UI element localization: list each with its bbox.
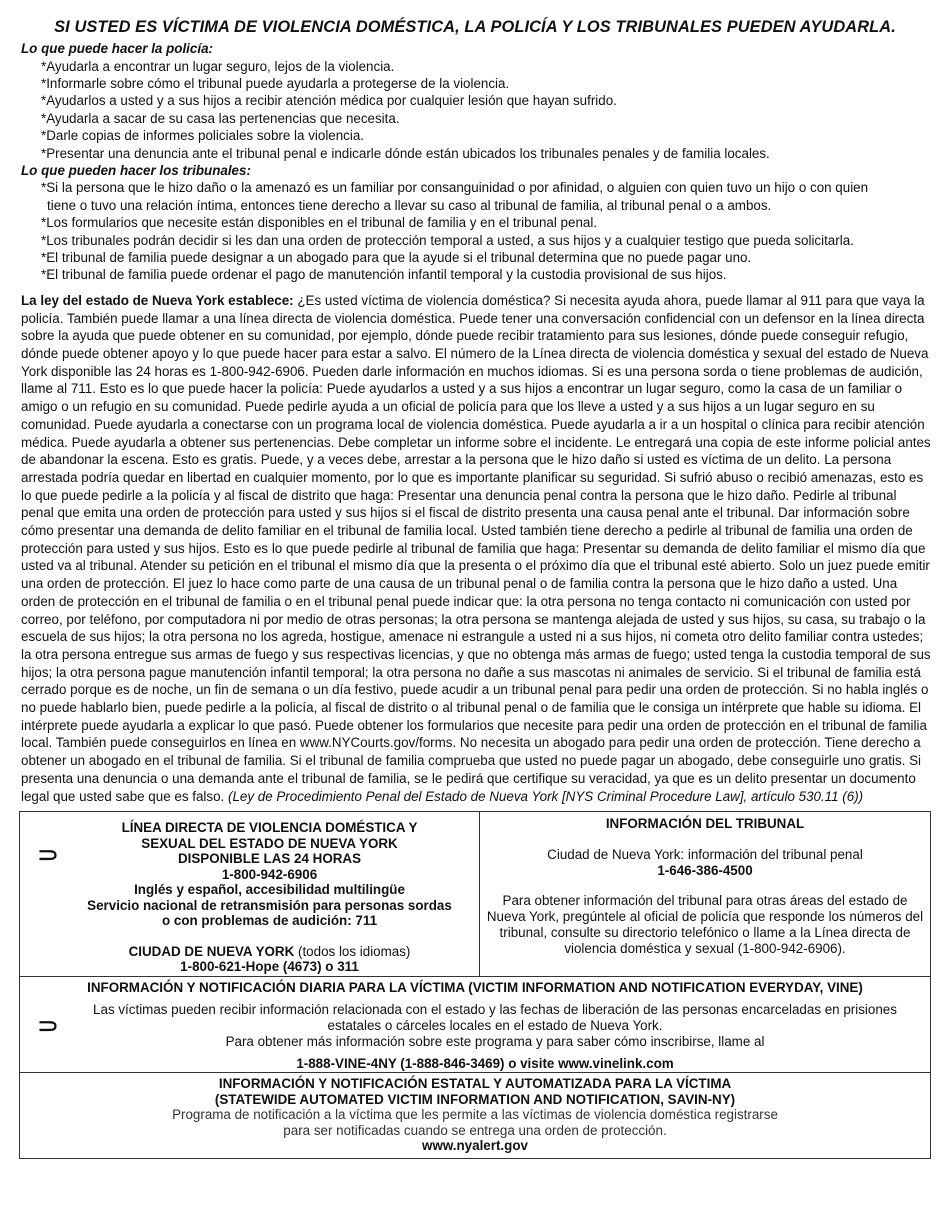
savin-link[interactable]: www.nyalert.gov	[422, 1138, 528, 1154]
vine-heading: INFORMACIÓN Y NOTIFICACIÓN DIARIA PARA LA VÍCTIMA (VICTIM INFORMATION AND NOTIFICATION EVERYDAY, VINE)	[87, 980, 863, 996]
police-list	[19, 58, 931, 162]
courts-list	[19, 179, 931, 283]
hotline-text	[60, 820, 479, 975]
law-lead: La ley del estado de Nueva York establece:	[21, 292, 294, 308]
savin-text: Programa de notificación a la víctima que les permite a las víctimas de violencia doméstica registrarse	[172, 1107, 778, 1123]
courts-heading: Lo que pueden hacer los tribunales:	[21, 162, 251, 178]
police-heading: Lo que puede hacer la policía:	[21, 41, 213, 56]
law-citation: (Ley de Procedimiento Penal del Estado de Nueva York [NYS Criminal Procedure Law], artículo 530.11 (6))	[227, 788, 864, 804]
contact-row-top	[20, 812, 930, 977]
list-item: *Presentar una denuncia ante el tribunal penal e indicarle dónde están ubicados los tribunales penales y de familia locales.	[41, 145, 770, 161]
vine-text-line: Para obtener más información sobre este programa y para saber cómo inscribirse, llame al	[225, 1034, 765, 1050]
savin-text: para ser notificadas cuando se entrega una orden de protección.	[283, 1122, 667, 1138]
vine-text	[20, 996, 930, 1050]
list-item: *El tribunal de familia puede ordenar el pago de manutención infantil temporal y la custodia provisional de sus hijos.	[41, 267, 727, 283]
court-other-text: Para obtener información del tribunal para otras áreas del estado de Nueva York, pregúntele al oficial de policía que responde los números del tribunal, consulte su directorio telefónico o llame a la Línea directa de violencia doméstica y sexual (1-800-942-6906).	[486, 893, 924, 957]
list-item: *El tribunal de familia puede designar a un abogado para que la ayude si el tribunal determina que no puede pagar uno.	[41, 250, 752, 266]
savin-box	[20, 1073, 930, 1158]
law-paragraph	[21, 292, 931, 805]
hotline-line: Servicio nacional de retransmisión para personas sordas	[87, 897, 452, 913]
phone-icon: ⸧	[34, 1011, 63, 1043]
list-item	[41, 179, 931, 214]
hotline-line: o con problemas de audición: 711	[161, 913, 378, 929]
court-nyc-text: Ciudad de Nueva York: información del tribunal penal	[547, 847, 863, 863]
list-item: *Ayudarlos a usted y a sus hijos a recibir atención médica por cualquier lesión que hayan sufrido.	[41, 93, 617, 109]
vine-text-line: Las víctimas pueden recibir información relacionada con el estado y las fechas de liberación de las personas encarceladas en prisiones estatales o cárceles locales en el estado de Nueva York.	[93, 1002, 897, 1034]
notice-page	[19, 0, 931, 1159]
contact-boxes	[19, 811, 931, 1159]
list-item: *Ayudarla a encontrar un lugar seguro, lejos de la violencia.	[41, 58, 395, 74]
page-title: SI USTED ES VÍCTIMA DE VIOLENCIA DOMÉSTICA, LA POLICÍA Y LOS TRIBUNALES PUEDEN AYUDARLA.	[54, 18, 896, 36]
list-item-line: *Si la persona que le hizo daño o la amenazó es un familiar por consanguinidad o por afinidad, o alguien con quien tuvo un hijo o con quien	[41, 180, 869, 196]
nyc-hotline-label	[60, 944, 479, 960]
list-item: *Los tribunales podrán decidir si les dan una orden de protección temporal a usted, a sus hijos y a cualquier testigo que pueda solicitarla.	[41, 232, 854, 248]
hotline-line: DISPONIBLE LAS 24 HORAS	[177, 851, 362, 867]
law-body: ¿Es usted víctima de violencia doméstica? Si necesita ayuda ahora, puede llamar al 911 para que vaya la policía. También puede llamar a una línea directa de violencia doméstica. Puede tener una conversación confidencial con un defensor en la línea directa sobre la ayuda que puede obtener en su comunidad, por ejemplo, dónde puede recibir tratamiento para sus lesiones, dónde puede conseguir refugio, dónde puede obtener apoyo y lo que puede hacer para estar a salvo. El número de la Línea directa de violencia doméstica y sexual del estado de Nueva York disponible las 24 horas es 1-800-942-6906. Pueden darle información en muchos idiomas. Si es una persona sorda o tiene problemas de audición, llame al 711. Esto es lo que puede hacer la policía: Puede ayudarlos a usted y a sus hijos a encontrar un lugar seguro, como la casa de un familiar o amigo o un refugio en su comunidad. Puede pedirle ayuda a un oficial de policía para que los lleve a usted y a sus hijos a un lugar seguro en su comunidad. Puede ayudarla a conectarse con un programa local de violencia doméstica. Puede ayudarla a ir a un hospital o clínica para recibir atención médica. Puede ayudarla a obtener sus pertenencias. Debe completar un informe sobre el incidente. Le entregará una copia de este informe policial antes de abandonar la escena. Esto es gratis. Puede, y a veces debe, arrestar a la persona que le hizo daño si usted es víctima de un delito. La persona arrestada podría quedar en libertad en cualquier momento, por lo que es importante planificar su seguridad. Si sufrió abuso o recibió amenazas, esto es lo que puede pedirle a la policía y al fiscal de distrito que haga: Presentar una denuncia penal contra la persona que le hizo daño. Pedirle al tribunal penal que emita una orden de protección para usted y sus hijos si el fiscal de distrito presenta una causa penal ante el tribunal. Dar información sobre cómo presentar una demanda de delito familiar en el tribunal de familia local. Usted también tiene derecho a pedirle al tribunal de familia una orden de protección para usted y sus hijos. Esto es lo que puede pedirle al tribunal de familia que haga: Presentar su demanda de delito familiar el mismo día que usted va al tribunal. Atender su petición en el tribunal el mismo día que la presenta o el próximo día que el tribunal esté abierto. Solo un juez puede emitir una orden de protección. El juez lo hace como parte de una causa de un tribunal penal o de familia contra la persona que le hizo daño a usted. Una orden de protección en el tribunal de familia o en el tribunal penal puede indicar que: la otra persona no tenga contacto ni comunicación con usted por correo, por teléfono, por computadora ni por medio de otras personas; la otra persona se mantenga alejada de usted y sus hijos, su casa, su trabajo o la escuela de sus hijos; la otra persona no los agreda, hostigue, amenace ni estrangule a usted ni a sus hijos, ni cometa otro delito familiar contra ustedes; la otra persona entregue sus armas de fuego y sus respectivas licencias, y que no obtenga más armas de fuego; usted tenga la custodia temporal de sus hijos; la otra persona pague manutención infantil temporal; la otra persona no dañe a sus mascotas ni animales de servicio. Si el tribunal de familia está cerrado porque es de noche, un fin de semana o un día festivo, puede acudir a un tribunal penal para pedir una orden de protección. Si no habla inglés o no puede hablarlo bien, puede pedirle a la policía, al fiscal de distrito o al tribunal penal o de familia que le consiga un intérprete que hable su idioma. El intérprete puede ayudarla a explicar lo que pasó. Puede obtener los formularios que necesite para pedir una orden de protección en el tribunal de familia local. También puede conseguirlos en línea en www.NYCourts.gov/forms. No necesita un abogado para pedir una orden de protección. Tiene derecho a obtener un abogado en el tribunal de familia. Si el tribunal de familia comprueba que usted no puede pagar un abogado, debe conseguirle uno gratis. Si presenta una denuncia o una demanda ante el tribunal de familia, se le pedirá que certifique su veracidad, ya que es un delito presentar un documento legal que usted sabe que es falso.	[21, 292, 931, 804]
list-item: *Informarle sobre cómo el tribunal puede ayudarla a protegerse de la violencia.	[41, 75, 510, 91]
court-info-box	[480, 812, 930, 976]
hotline-box	[20, 812, 480, 976]
phone-icon: ⸧	[34, 840, 63, 872]
savin-subheading: (STATEWIDE AUTOMATED VICTIM INFORMATION AND NOTIFICATION, SAVIN-NY)	[214, 1091, 736, 1107]
nyc-hotline-numbers[interactable]: 1-800-621-Hope (4673) o 311	[180, 959, 359, 975]
court-nyc-number[interactable]: 1-646-386-4500	[657, 863, 753, 879]
court-info-heading: INFORMACIÓN DEL TRIBUNAL	[605, 816, 805, 832]
vine-box	[20, 977, 930, 1073]
nyc-label: CIUDAD DE NUEVA YORK	[128, 943, 295, 959]
hotline-number[interactable]: 1-800-942-6906	[221, 866, 318, 882]
hotline-line: Inglés y español, accesibilidad multilingüe	[134, 882, 405, 898]
savin-heading: INFORMACIÓN Y NOTIFICACIÓN ESTATAL Y AUTOMATIZADA PARA LA VÍCTIMA	[218, 1076, 732, 1092]
list-item: *Ayudarla a sacar de su casa las pertenencias que necesita.	[41, 110, 400, 126]
list-item-line: tiene o tuvo una relación íntima, entonces tiene derecho a llevar su caso al tribunal de familia, al tribunal penal o a ambos.	[47, 197, 772, 213]
nyc-languages: (todos los idiomas)	[294, 943, 411, 959]
hotline-line: LÍNEA DIRECTA DE VIOLENCIA DOMÉSTICA Y	[121, 820, 418, 836]
vine-contact[interactable]: 1-888-VINE-4NY (1-888-846-3469) o visite www.vinelink.com	[296, 1056, 674, 1072]
list-item: *Darle copias de informes policiales sobre la violencia.	[41, 128, 365, 144]
hotline-line: SEXUAL DEL ESTADO DE NUEVA YORK	[141, 835, 398, 851]
list-item: *Los formularios que necesite están disponibles en el tribunal de familia y en el tribunal penal.	[41, 215, 598, 231]
